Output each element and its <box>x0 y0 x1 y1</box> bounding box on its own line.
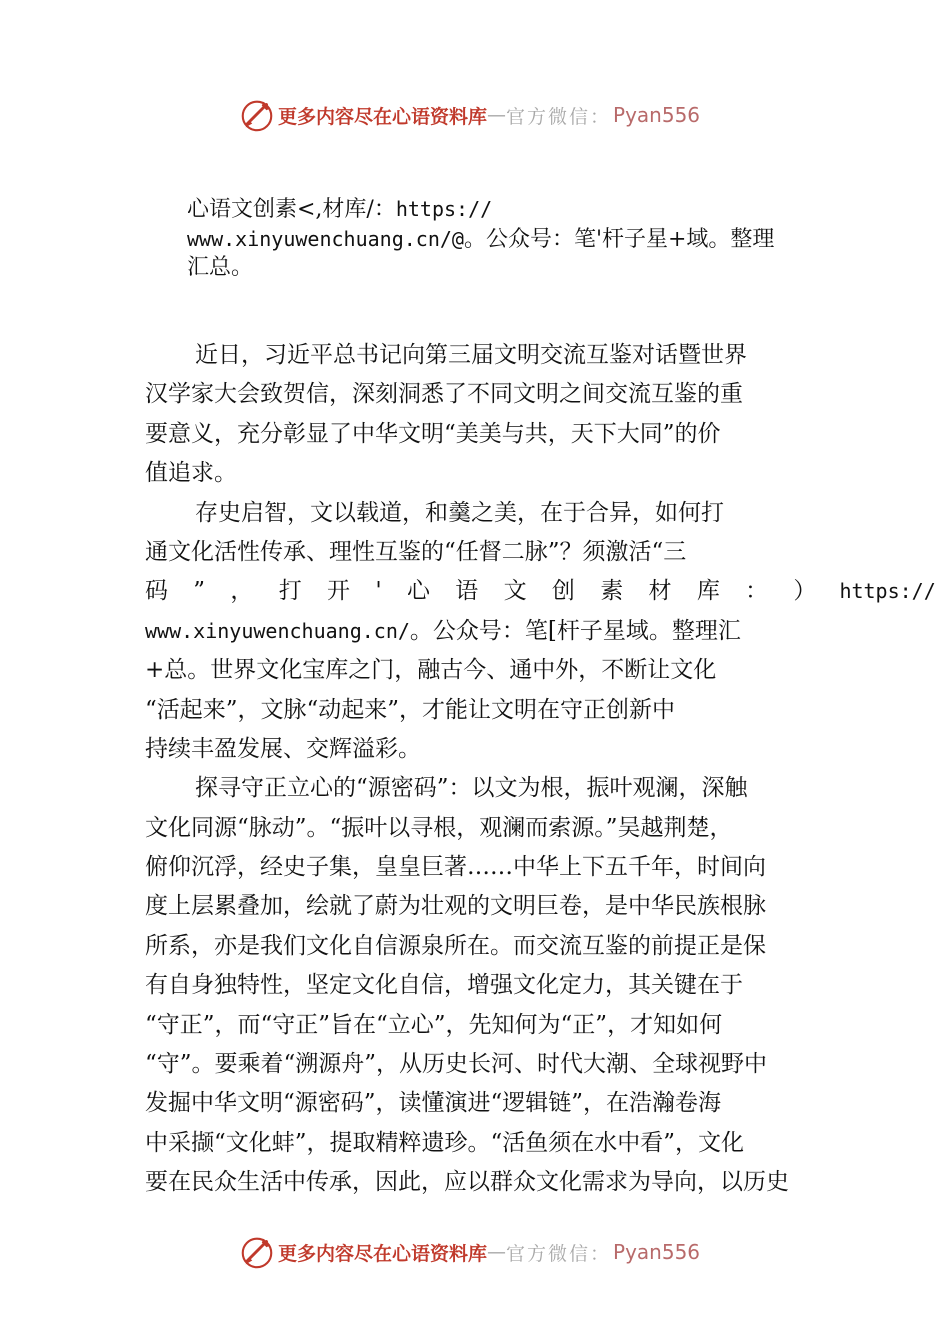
banner-main-text: 更多内容尽在心语资料库 <box>278 105 488 128</box>
paragraph-2 <box>145 494 936 770</box>
paragraph-line: 近日，习近平总书记向第三届文明交流互鉴对话暨世界 <box>195 342 747 368</box>
inline-url: https:// <box>839 579 936 604</box>
paragraph-line <box>145 572 936 611</box>
source-line-1-url: https:// <box>395 197 493 221</box>
banner-wechat-label: 官方微信： <box>506 105 612 128</box>
paragraph-line: 度上层累叠加，绘就了蔚为壮观的文明巨卷，是中华民族根脉 <box>145 893 766 920</box>
inline-text: 。公众号：笔[杆子星域。整理汇 <box>409 617 741 644</box>
paragraph-line: 要在民众生活中传承，因此，应以群众文化需求为导向，以历史 <box>145 1169 789 1196</box>
source-line-2 <box>187 225 847 255</box>
source-line-1-text: 心语文创素<,材库/： <box>187 197 396 222</box>
pen-seal-logo-icon <box>238 1233 276 1271</box>
paragraph-line: 发掘中华文明“源密码”，读懂演进“逻辑链”，在浩瀚卷海 <box>145 1090 722 1117</box>
paragraph-line: 俯仰沉浮，经史子集，皇皇巨著……中华上下五千年，时间向 <box>145 854 766 881</box>
paragraph-line: 中采撷“文化蚌”，提取精粹遗珍。“活鱼须在水中看”，文化 <box>145 1129 745 1156</box>
banner-wechat-id: Pyan556 <box>613 1240 701 1264</box>
banner-wechat-id: Pyan556 <box>613 103 701 127</box>
article-body <box>145 336 936 1203</box>
source-line-3: 汇总。 <box>187 255 254 280</box>
footer-banner <box>238 1232 700 1272</box>
header-banner <box>238 95 700 135</box>
banner-dash: — <box>487 104 507 126</box>
source-line-1 <box>187 195 847 225</box>
inline-url: www.xinyuwenchuang.cn/ <box>145 618 410 643</box>
paragraph-line: 持续丰盈发展、交辉溢彩。 <box>145 735 421 762</box>
spread-text: 码 ” ， 打 开 ' 心 语 文 创 素 材 库 ： ） <box>145 578 826 605</box>
paragraph-3 <box>145 769 825 1202</box>
paragraph-line: 文化同源“脉动”。“振叶以寻根，观澜而索源。”吴越荆楚， <box>145 814 733 841</box>
paragraph-line: 存史启智，文以载道，和羹之美，在于合异，如何打 <box>195 499 724 526</box>
source-line-2-text: 。公众号：笔'杆子星+域。整理 <box>463 226 775 252</box>
paragraph-line: 通文化活性传承、理性互鉴的“任督二脉”？须激活“三 <box>145 538 687 565</box>
paragraph-1 <box>145 336 825 494</box>
paragraph-line: 要意义，充分彰显了中华文明“美美与共，天下大同”的价 <box>145 420 721 447</box>
banner-main-text: 更多内容尽在心语资料库 <box>278 1242 488 1265</box>
pen-seal-logo-icon <box>238 96 276 134</box>
paragraph-line: 有自身独特性，坚定文化自信，增强文化定力，其关键在于 <box>145 972 743 999</box>
paragraph-line: “活起来”，文脉“动起来”，才能让文明在守正创新中 <box>145 696 676 723</box>
banner-dash: — <box>487 1241 507 1263</box>
paragraph-line: 所系，亦是我们文化自信源泉所在。而交流互鉴的前提正是保 <box>145 932 766 959</box>
paragraph-line: “守正”，而“守正”旨在“立心”，先知何为“正”，才知如何 <box>145 1011 723 1038</box>
paragraph-line: 值追求。 <box>145 460 237 487</box>
source-line-2-url: www.xinyuwenchuang.cn/@ <box>187 226 464 251</box>
paragraph-line: “守”。要乘着“溯源舟”，从历史长河、时代大潮、全球视野中 <box>145 1051 768 1078</box>
source-note <box>187 195 847 283</box>
paragraph-line <box>145 612 825 651</box>
paragraph-line: +总。世界文化宝库之门，融古今、通中外，不断让文化 <box>145 657 717 684</box>
paragraph-line: 探寻守正立心的“源密码”：以文为根，振叶观澜，深触 <box>195 775 748 802</box>
paragraph-line: 汉学家大会致贺信，深刻洞悉了不同文明之间交流互鉴的重 <box>145 381 743 408</box>
banner-wechat-label: 官方微信： <box>506 1242 612 1265</box>
